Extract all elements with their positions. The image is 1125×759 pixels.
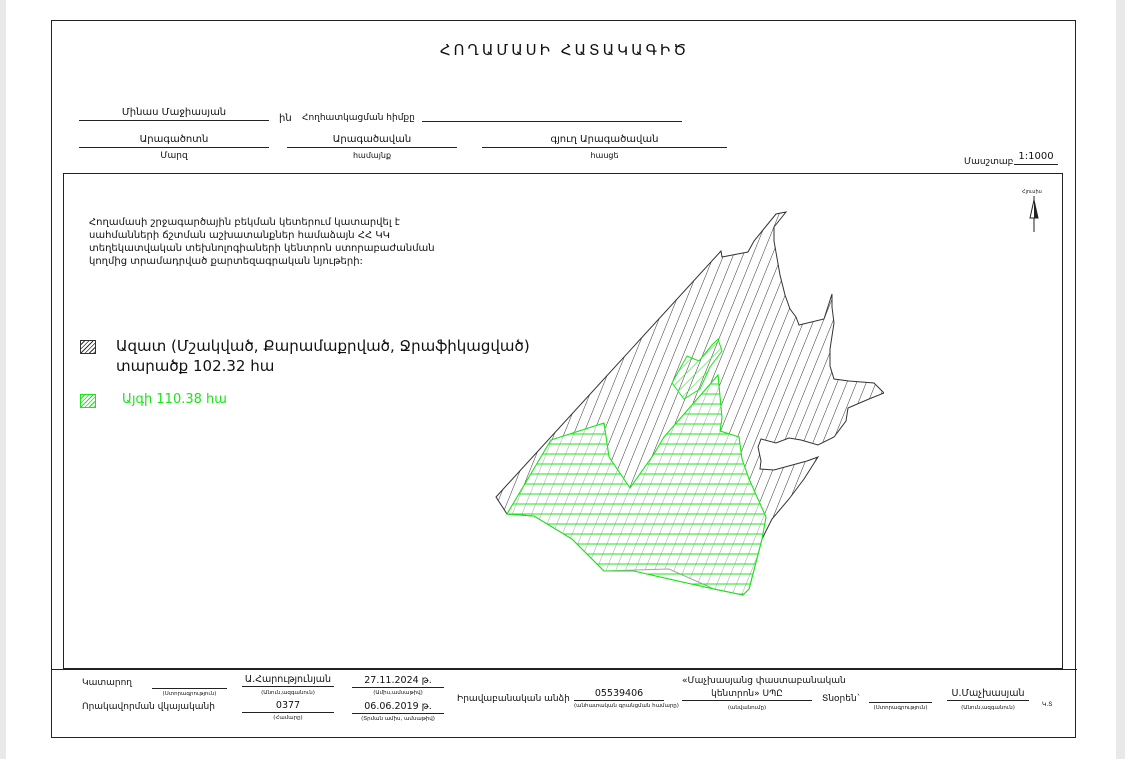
org-name-line1: «Մաչխասյանց փաստաբանական — [682, 676, 846, 686]
executor-date-caption: (Ամիս,ամսաթիվ) — [373, 690, 423, 696]
scale-label: Մասշտաբ — [964, 157, 1014, 167]
legend-swatch-free — [80, 340, 96, 354]
director-label: Տնօրեն` — [822, 694, 862, 704]
left-gutter — [0, 0, 5, 759]
license-date: 06.06.2019 թ. — [352, 701, 444, 714]
legend-label-orchard: Այգի 110.38 հա — [122, 392, 227, 407]
license-number: 0377 — [242, 700, 334, 713]
owner-name: Մինաս Մաջիասյան — [79, 107, 269, 121]
north-label: Հյուսիս — [1022, 189, 1042, 195]
executor-signature-line — [152, 688, 227, 689]
scale-value: 1:1000 — [1014, 151, 1058, 165]
executor-name-caption: (Անուն,ազգանուն) — [261, 690, 315, 696]
stamp-mark: Կ.Տ — [1042, 701, 1053, 708]
legend-swatch-orchard — [80, 394, 96, 408]
director-signature-caption: (Ստորագրություն) — [873, 705, 928, 711]
basis-line — [422, 121, 682, 122]
footer-divider — [52, 669, 1077, 670]
license-number-caption: (Համարը) — [273, 715, 303, 721]
owner-suffix: ին — [279, 113, 292, 124]
legal-entity-label: Իրավաբանական անձի — [457, 694, 570, 704]
region-value: Արագածոտն — [79, 134, 269, 148]
address-caption: հասցե — [590, 151, 619, 160]
license-label: Որակավորման վկայականի — [82, 702, 215, 712]
survey-note: Հողամասի շրջագարծային բեկման կետերում կատարվել է սահմանների ճշտման աշխատանքներ համաձայն ՀՀ ԿԿ տեղեկատվական տեխնոլոգիաների կենտրոն ստորաբաժանման կողմից տրամադրված քարտեզագրական նյութերի: — [89, 217, 435, 267]
plot-drawing — [484, 199, 884, 629]
org-name-line2: կենտրոն» ՍՊԸ — [682, 689, 812, 701]
org-name-caption: (անվանումը) — [727, 705, 767, 711]
license-date-caption: (Տրման ամիս, ամսաթիվ) — [361, 716, 435, 722]
basis-label: Հողհատկացման հիմքը — [302, 113, 415, 123]
community-value: Արագածավան — [287, 134, 457, 148]
executor-date: 27.11.2024 թ. — [352, 675, 444, 688]
director-signature-line — [869, 702, 932, 703]
address-value: գյուղ Արագածավան — [482, 134, 727, 148]
north-arrow-icon — [1029, 196, 1039, 232]
document-page — [6, 0, 1116, 759]
community-caption: համայնք — [352, 151, 392, 160]
executor-name: Ա.Հարությունյան — [242, 674, 334, 687]
executor-label: Կատարող — [82, 678, 133, 688]
legend-area-free: տարածք 102.32 հա — [116, 357, 275, 375]
region-caption: Մարզ — [160, 151, 188, 161]
land-plot-sheet — [51, 20, 1076, 738]
legal-code: 05539406 — [574, 688, 664, 701]
legend-label-free: Ազատ (Մշակված, Քարամաքրված, Ջրաֆիկացված) — [116, 337, 530, 355]
map-frame — [63, 173, 1063, 669]
executor-signature-caption: (Ստորագրություն) — [162, 691, 217, 697]
legal-code-caption: (անհատական գրանցման համարը) — [574, 703, 679, 709]
page-title: ՀՈՂԱՄԱՍԻ ՀԱՏԱԿԱԳԻԾ — [439, 41, 690, 59]
director-name-caption: (Անուն,ազգանուն) — [961, 705, 1015, 711]
director-name: Ս.Մաչխասյան — [947, 688, 1029, 701]
